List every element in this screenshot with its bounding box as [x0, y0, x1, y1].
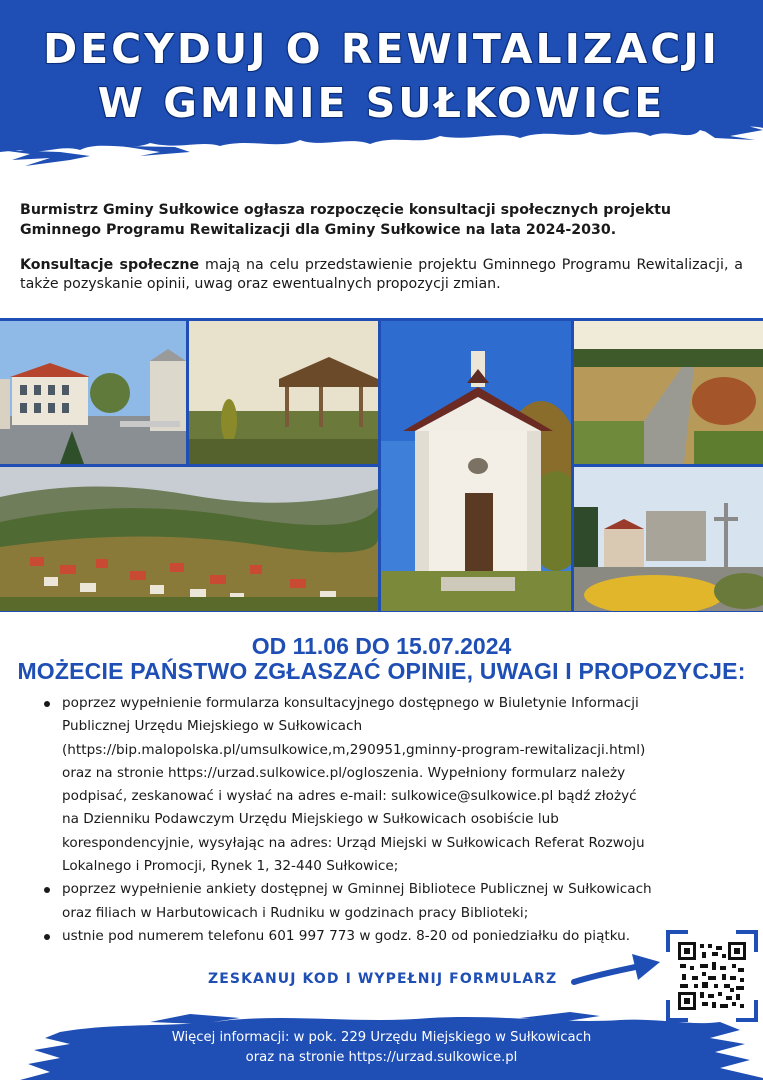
footer-banner: [0, 1000, 763, 1080]
announcement-text: Burmistrz Gminy Sułkowice ogłasza rozpoczęcie konsultacji społecznych projektu Gminnego Programu Rewitalizacji dla Gminy Sułkowice na lata 2024-2030.: [20, 202, 672, 238]
photo-town-hall: [0, 321, 186, 464]
method-line: Publicznej Urzędu Miejskiego w Sułkowicach: [62, 718, 363, 735]
method-line: podpisać, zeskanować i wysłać na adres e-mail: sulkowice@sulkowice.pl bądź złożyć: [62, 788, 637, 805]
method-item-form: [42, 692, 732, 878]
method-item-survey: [42, 878, 732, 925]
method-line: oraz filiach w Harbutowicach i Rudniku w godzinach pracy Biblioteki;: [62, 904, 529, 921]
page-title: [0, 22, 763, 130]
purpose-rest: mają na celu przedstawienie projektu Gminnego Programu Rewitalizacji, a także pozyskanie opinii, uwag oraz ewentualnych propozycji zmian.: [20, 257, 743, 292]
photo-shelter: [189, 321, 378, 464]
scan-cta: ZESKANUJ KOD I WYPEŁNIJ FORMULARZ: [208, 971, 558, 987]
photo-road: [574, 321, 763, 464]
footer-line-1: Więcej informacji: w pok. 229 Urzędu Miejskiego w Sułkowicach: [171, 1030, 592, 1045]
method-line: na Dzienniku Podawczym Urzędu Miejskiego w Sułkowicach osobiście lub: [62, 811, 559, 828]
consultation-call: MOŻECIE PAŃSTWO ZGŁASZAĆ OPINIE, UWAGI I PROPOZYCJE:: [17, 658, 746, 684]
footer-link[interactable]: oraz na stronie https://urzad.sulkowice.pl: [245, 1050, 518, 1065]
bip-link[interactable]: (https://bip.malopolska.pl/umsulkowice,m,290951,gminny-program-rewitalizacji.html): [62, 741, 646, 758]
photo-valley-town: [0, 467, 378, 611]
arrow-right-icon: [570, 950, 662, 994]
methods-list: [42, 692, 732, 948]
method-line: oraz na stronie https://urzad.sulkowice.pl/ogloszenia. Wypełniony formularz należy: [62, 764, 626, 781]
purpose-paragraph: [20, 256, 743, 294]
photo-collage: [0, 318, 763, 612]
title-line-2: W GMINIE SUŁKOWICE: [97, 79, 666, 127]
header-banner: [0, 0, 763, 170]
method-line: poprzez wypełnienie formularza konsultacyjnego dostępnego w Biuletynie Informacji: [62, 695, 639, 711]
photo-monument: [574, 467, 763, 611]
method-line: Lokalnego i Promocji, Rynek 1, 32-440 Sułkowice;: [62, 858, 399, 875]
method-item-phone: [42, 925, 732, 948]
title-line-1: DECYDUJ O REWITALIZACJI: [43, 25, 720, 73]
purpose-lead: Konsultacje społeczne: [20, 257, 200, 273]
method-line: ustnie pod numerem telefonu 601 997 773 w godz. 8-20 od poniedziałku do piątku.: [62, 927, 631, 944]
method-line: poprzez wypełnienie ankiety dostępnej w Gminnej Bibliotece Publicznej w Sułkowicach: [62, 881, 652, 898]
consultation-dates: OD 11.06 DO 15.07.2024: [251, 633, 512, 659]
method-line: korespondencyjnie, wysyłając na adres: Urząd Miejski w Sułkowicach Referat Rozwoju: [62, 834, 645, 851]
photo-chapel: [381, 321, 571, 611]
